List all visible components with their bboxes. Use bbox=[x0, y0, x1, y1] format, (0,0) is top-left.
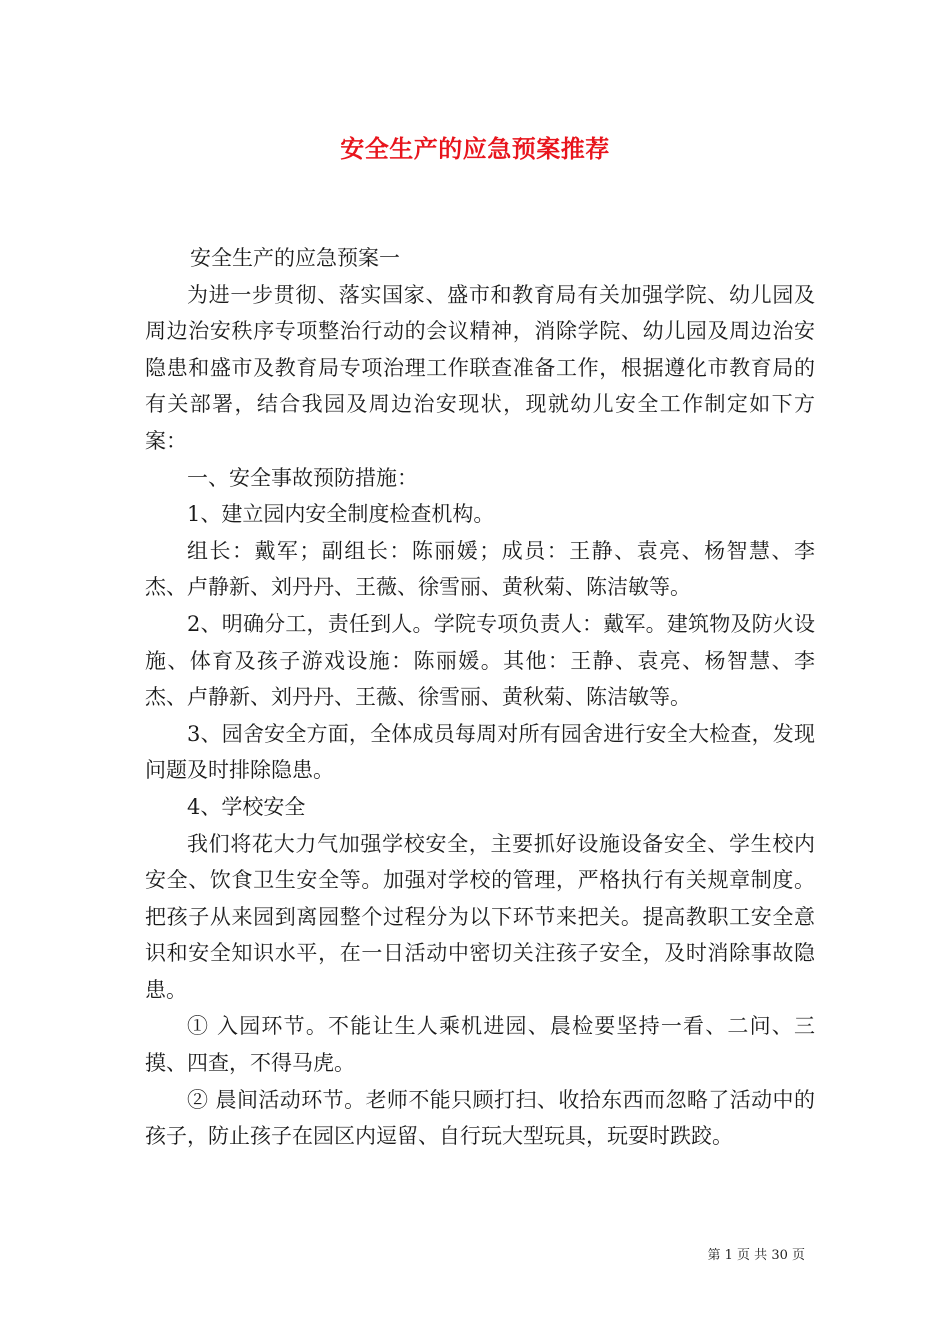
list-item: 3、园舍安全方面，全体成员每周对所有园舍进行安全大检查，发现问题及时排除隐患。 bbox=[145, 721, 815, 783]
document-body bbox=[145, 240, 815, 1155]
body-paragraph: 为进一步贯彻、落实国家、盛市和教育局有关加强学院、幼儿园及周边治安秩序专项整治行动的会议精神，消除学院、幼儿园及周边治安隐患和盛市及教育局专项治理工作联查准备工作，根据遵化市教育局的有关部署，结合我园及周边治安现状，现就幼儿安全工作制定如下方案： bbox=[145, 282, 815, 453]
list-item: ① 入园环节。不能让生人乘机进园、晨检要坚持一看、二问、三摸、四查，不得马虎。 bbox=[145, 1014, 815, 1076]
body-paragraph: 我们将花大力气加强学校安全，主要抓好设施设备安全、学生校内安全、饮食卫生安全等。加强对学校的管理，严格执行有关规章制度。把孩子从来园到离园整个过程分为以下环节来把关。提高教职工安全意识和安全知识水平，在一日活动中密切关注孩子安全，及时消除事故隐患。 bbox=[145, 831, 815, 1002]
list-item: ② 晨间活动环节。老师不能只顾打扫、收拾东西而忽略了活动中的孩子，防止孩子在园区内逗留、自行玩大型玩具，玩耍时跌跤。 bbox=[145, 1087, 815, 1149]
list-item: 2、明确分工，责任到人。学院专项负责人：戴军。建筑物及防火设施、体育及孩子游戏设施：陈丽媛。其他：王静、袁亮、杨智慧、李杰、卢静新、刘丹丹、王薇、徐雪丽、黄秋菊、陈洁敏等。 bbox=[145, 611, 815, 710]
list-item: 1、建立园内安全制度检查机构。 bbox=[187, 502, 495, 527]
list-item: 4、学校安全 bbox=[187, 794, 306, 819]
page-number-footer: 第 1 页 共 30 页 bbox=[707, 1248, 805, 1263]
body-paragraph: 组长：戴军；副组长：陈丽媛；成员：王静、袁亮、杨智慧、李杰、卢静新、刘丹丹、王薇、徐雪丽、黄秋菊、陈洁敏等。 bbox=[145, 538, 815, 600]
document-title: 安全生产的应急预案推荐 bbox=[340, 134, 610, 163]
subsection-heading: 一、安全事故预防措施： bbox=[187, 465, 418, 490]
section-heading: 安全生产的应急预案一 bbox=[190, 246, 400, 270]
